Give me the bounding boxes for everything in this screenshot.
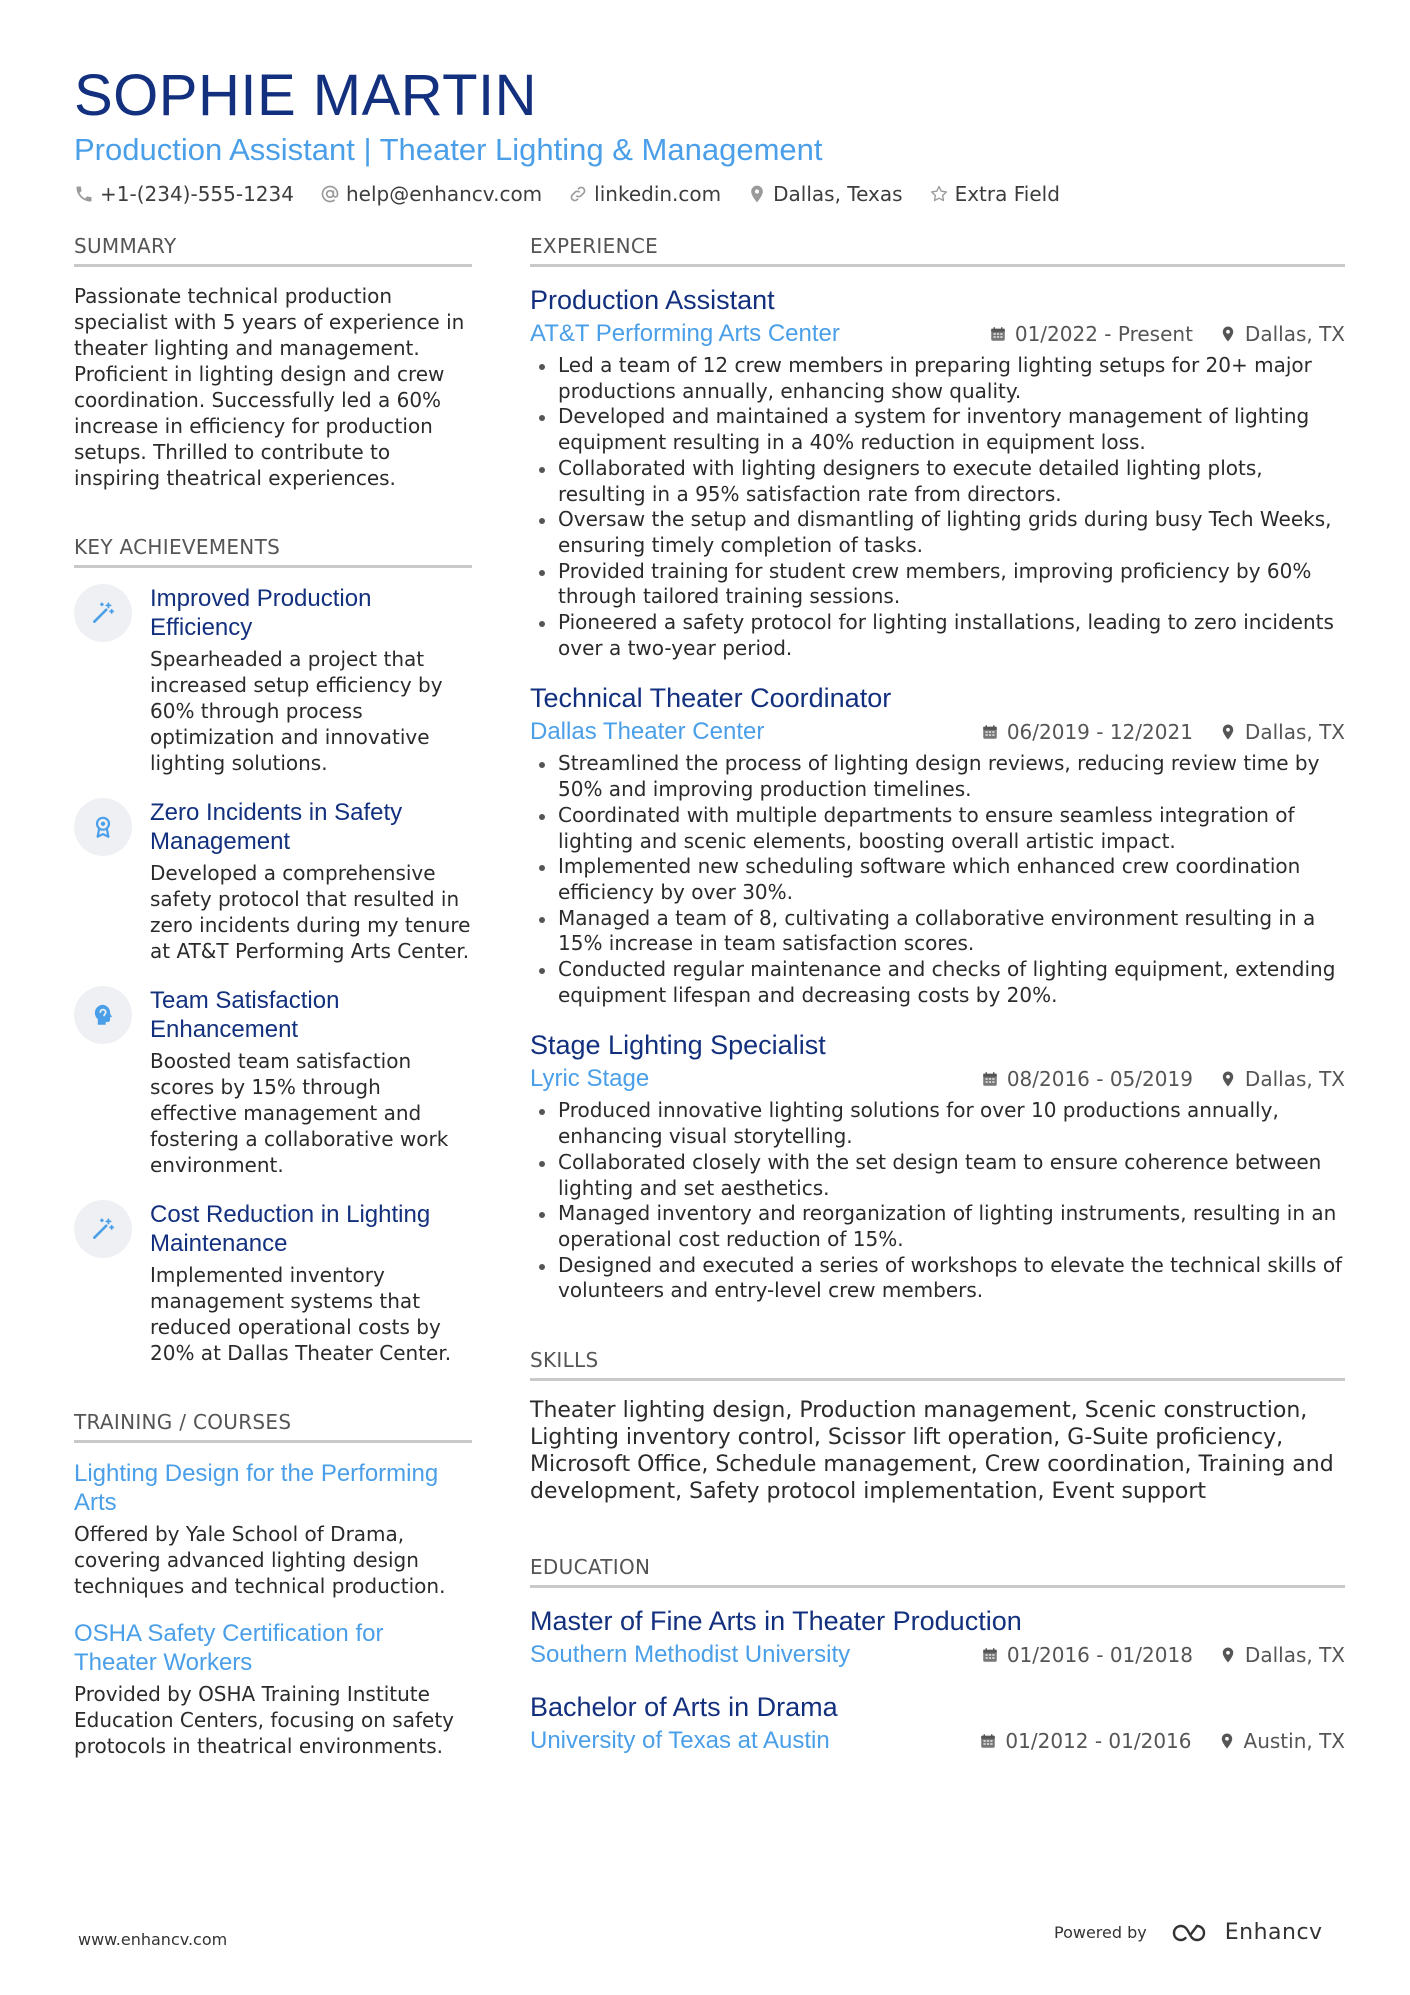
job-location [1219, 322, 1345, 346]
calendar-icon [979, 1732, 997, 1750]
achievement-desc: Developed a comprehensive safety protocol that resulted in zero incidents during my tenure at AT&T Performing Arts Center. [150, 861, 471, 963]
bullet-item: Conducted regular maintenance and checks of lighting equipment, extending equipment lifespan and decreasing costs by 20%. [530, 957, 1345, 1008]
achievement-desc: Implemented inventory management systems that reduced operational costs by 20% at Dallas Theater Center. [150, 1263, 452, 1365]
bullet-item: Collaborated closely with the set design team to ensure coherence between lighting and set aesthetics. [530, 1150, 1345, 1201]
map-pin-icon [1219, 1645, 1237, 1665]
candidate-name: SOPHIE MARTIN [74, 63, 538, 128]
at-icon [320, 184, 340, 204]
right-column [530, 234, 1345, 1776]
job-entry [530, 283, 1345, 661]
achievement-item [74, 798, 472, 964]
education-location-text: Austin, TX [1243, 1729, 1345, 1754]
summary-text: Passionate technical production specialist with 5 years of experience in theater lighting and management. Proficient in lighting design and crew coordination. Successfully led a 60% increase in efficiency for production setups. Thrilled to contribute to inspiring theatrical experiences. [74, 284, 465, 490]
experience-heading: EXPERIENCE [530, 234, 1345, 267]
head-brain-icon [74, 986, 132, 1044]
achievement-desc: Boosted team satisfaction scores by 15% through effective management and fostering a collaborative work environment. [150, 1049, 449, 1177]
job-bullets [530, 751, 1345, 1008]
job-location-text: Dallas, TX [1244, 1067, 1345, 1092]
achievement-item [74, 1200, 472, 1366]
job-subheader [530, 1064, 1345, 1094]
bullet-item: Implemented new scheduling software which enhanced crew coordination efficiency by over 30%. [530, 854, 1345, 905]
job-meta [981, 720, 1345, 744]
job-title: Stage Lighting Specialist [530, 1030, 826, 1061]
job-title: Technical Theater Coordinator [530, 683, 892, 714]
course-item [74, 1459, 472, 1599]
linkedin-text: linkedin.com [594, 182, 722, 206]
footer-branding [1054, 1920, 1323, 1945]
education-location [1218, 1729, 1345, 1753]
course-item [74, 1619, 472, 1759]
map-pin-icon [747, 184, 767, 204]
email-text: help@enhancv.com [345, 182, 543, 206]
award-ribbon-icon [74, 798, 132, 856]
candidate-title: Production Assistant | Theater Lighting & Management [74, 132, 823, 167]
job-bullets [530, 1098, 1345, 1304]
achievement-item [74, 986, 472, 1178]
achievement-title: Zero Incidents in Safety Management [150, 799, 403, 855]
job-dates-text: 06/2019 - 12/2021 [1006, 720, 1193, 745]
contact-phone[interactable] [74, 182, 294, 206]
calendar-icon [989, 325, 1007, 343]
location-text: Dallas, Texas [773, 182, 903, 206]
job-title: Production Assistant [530, 285, 775, 315]
job-dates [981, 720, 1193, 744]
education-dates [979, 1729, 1191, 1753]
course-desc: Offered by Yale School of Drama, covering advanced lighting design techniques and technical production. [74, 1522, 446, 1598]
bullet-item: Managed inventory and reorganization of lighting instruments, resulting in an operational cost reduction of 15%. [530, 1201, 1345, 1252]
education-meta [981, 1643, 1345, 1667]
company-name: Lyric Stage [530, 1065, 650, 1093]
bullet-item: Produced innovative lighting solutions for over 10 productions annually, enhancing visual storytelling. [530, 1098, 1345, 1149]
summary-heading: SUMMARY [74, 234, 472, 267]
training-heading: TRAINING / COURSES [74, 1410, 472, 1443]
education-meta [979, 1729, 1345, 1753]
company-name: AT&T Performing Arts Center [530, 320, 840, 347]
bullet-item: Streamlined the process of lighting design reviews, reducing review time by 50% and improving production timelines. [530, 751, 1345, 802]
bullet-item: Provided training for student crew members, improving proficiency by 60% through tailored training sessions. [530, 559, 1345, 610]
education-location [1219, 1643, 1345, 1667]
job-entry [530, 1028, 1345, 1304]
map-pin-icon [1218, 1731, 1236, 1751]
job-dates [989, 322, 1193, 346]
link-icon [568, 184, 588, 204]
contact-bar [74, 182, 1344, 206]
school-name: University of Texas at Austin [530, 1727, 830, 1755]
job-subheader [530, 319, 1345, 349]
course-desc: Provided by OSHA Training Institute Education Centers, focusing on safety protocols in theatrical environments. [74, 1682, 454, 1758]
powered-by-text: Powered by [1054, 1923, 1147, 1942]
bullet-item: Designed and executed a series of workshops to elevate the technical skills of volunteers and entry-level crew members. [530, 1253, 1345, 1304]
left-column [74, 234, 472, 1779]
bullet-item: Led a team of 12 crew members in preparing lighting setups for 20+ major productions annually, enhancing show quality. [530, 353, 1345, 404]
contact-extra [929, 182, 1060, 206]
map-pin-icon [1219, 1069, 1237, 1089]
job-location [1219, 1067, 1345, 1091]
achievement-item [74, 584, 472, 776]
job-dates-text: 08/2016 - 05/2019 [1006, 1067, 1193, 1092]
job-dates [981, 1067, 1193, 1091]
brand-name: Enhancv [1224, 1920, 1323, 1945]
bullet-item: Oversaw the setup and dismantling of lighting grids during busy Tech Weeks, ensuring timely completion of tasks. [530, 507, 1345, 558]
job-location-text: Dallas, TX [1244, 322, 1345, 346]
job-subheader [530, 717, 1345, 747]
achievements-heading: KEY ACHIEVEMENTS [74, 535, 472, 568]
school-name: Southern Methodist University [530, 1641, 851, 1669]
skills-heading: SKILLS [530, 1348, 1345, 1381]
contact-email[interactable] [320, 182, 542, 206]
achievement-title: Improved Production Efficiency [150, 585, 372, 641]
extra-field-text: Extra Field [954, 182, 1060, 206]
education-entry [530, 1604, 1345, 1670]
footer-website[interactable]: www.enhancv.com [78, 1930, 228, 1949]
calendar-icon [981, 1070, 999, 1088]
bullet-item: Developed and maintained a system for inventory management of lighting equipment resulting in a 40% reduction in equipment loss. [530, 404, 1345, 455]
course-title: Lighting Design for the Performing Arts [74, 1460, 439, 1516]
education-dates [981, 1643, 1193, 1667]
achievement-title: Team Satisfaction Enhancement [150, 987, 340, 1043]
job-bullets [530, 353, 1345, 661]
course-title: OSHA Safety Certification for Theater Workers [74, 1620, 384, 1676]
education-location-text: Dallas, TX [1244, 1643, 1345, 1668]
bullet-item: Coordinated with multiple departments to ensure seamless integration of lighting and scenic elements, boosting overall artistic impact. [530, 803, 1345, 854]
enhancv-logo-icon [1171, 1921, 1217, 1945]
job-meta [981, 1067, 1345, 1091]
education-dates-text: 01/2016 - 01/2018 [1006, 1643, 1193, 1668]
job-meta [989, 322, 1345, 346]
resume-header [74, 62, 1344, 206]
degree-title: Master of Fine Arts in Theater Production [530, 1606, 1022, 1637]
map-pin-icon [1219, 722, 1237, 742]
education-subheader [530, 1640, 1345, 1670]
job-location-text: Dallas, TX [1244, 720, 1345, 745]
calendar-icon [981, 1646, 999, 1664]
star-icon [929, 184, 949, 204]
magic-wand-icon [74, 1200, 132, 1258]
job-entry [530, 681, 1345, 1008]
education-dates-text: 01/2012 - 01/2016 [1005, 1729, 1192, 1754]
map-pin-icon [1219, 324, 1237, 344]
bullet-item: Pioneered a safety protocol for lighting installations, leading to zero incidents over a two-year period. [530, 610, 1345, 661]
calendar-icon [981, 723, 999, 741]
phone-text: +1-(234)-555-1234 [100, 182, 294, 206]
brand-logo[interactable] [1171, 1920, 1323, 1945]
job-location [1219, 720, 1345, 744]
degree-title: Bachelor of Arts in Drama [530, 1692, 838, 1723]
achievement-title: Cost Reduction in Lighting Maintenance [150, 1201, 431, 1257]
education-subheader [530, 1726, 1345, 1756]
bullet-item: Managed a team of 8, cultivating a collaborative environment resulting in a 15% increase in team satisfaction scores. [530, 906, 1345, 957]
education-heading: EDUCATION [530, 1555, 1345, 1588]
magic-wand-icon [74, 584, 132, 642]
skills-text: Theater lighting design, Production management, Scenic construction, Lighting inventory control, Scissor lift operation, G-Suite proficiency, Microsoft Office, Schedule management, Crew coordination, Training and development, Safety protocol implementation, Event support [530, 1398, 1334, 1505]
contact-linkedin[interactable] [568, 182, 721, 206]
phone-icon [74, 184, 94, 204]
job-dates-text: 01/2022 - Present [1014, 322, 1193, 346]
contact-location [747, 182, 902, 206]
bullet-item: Collaborated with lighting designers to execute detailed lighting plots, resulting in a 95% satisfaction rate from directors. [530, 456, 1345, 507]
education-entry [530, 1690, 1345, 1756]
company-name: Dallas Theater Center [530, 718, 765, 746]
achievement-desc: Spearheaded a project that increased setup efficiency by 60% through process optimization and innovative lighting solutions. [150, 647, 443, 775]
